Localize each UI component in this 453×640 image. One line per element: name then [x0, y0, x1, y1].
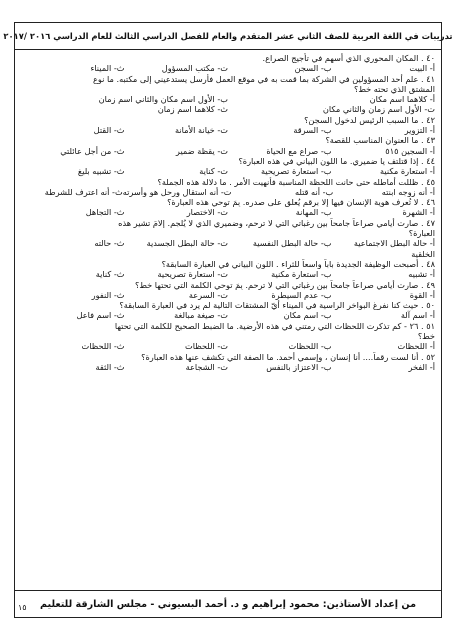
answer-option: أ- اللحظات: [397, 341, 435, 352]
answer-option: ت- حالة البطل الجسدية: [146, 238, 228, 249]
question-line: خط؟: [417, 331, 435, 342]
answer-options: [21, 310, 435, 320]
answer-option: ت- اللحظات: [185, 341, 228, 352]
answer-option: أ- السجين ٥١٥: [385, 145, 435, 156]
question-line: ٤٦ . لا تُعرف هوية الإنسان فيها إلا برقم يُعلق على صدره. بِمَ توحي هذه العبارة؟: [167, 197, 435, 208]
answer-option: ت- أنه استقال ورحل هو وأسرته: [122, 186, 232, 197]
page-number: ١٥: [18, 603, 27, 612]
answer-option: ث- كلاهما اسم زمان: [157, 104, 228, 115]
answer-options: [21, 146, 435, 156]
answer-option: أ- تشبيه: [408, 269, 435, 280]
page-footer: من إعداد الأستاذين: محمود إبراهيم و د. أحمد البسيوني - مجلس الشارقة للتعليم: [15, 590, 441, 617]
answer-options: [21, 104, 435, 114]
document-page: [3, 22, 453, 618]
answer-option: ت- كناية: [199, 166, 228, 177]
answer-option: ب- المهانة: [295, 207, 332, 218]
answer-option: ت- صيغة مبالغة: [174, 310, 228, 321]
answer-option: ب- عدم السيطرة: [271, 289, 332, 300]
answer-option: ب- السرقة: [293, 125, 332, 136]
answer-option: ث- النفور: [91, 289, 125, 300]
answer-option: ب- الأول اسم مكان والثاني اسم زمان: [98, 94, 228, 105]
answer-options: [21, 269, 435, 279]
answer-option: أ- التزوير: [404, 125, 435, 136]
question-line: ٤٠ . المكان المحوري الذي أسهم في تأجيج الصراع.: [262, 53, 435, 63]
question-line: المشتق الذي تحته خط؟: [354, 83, 435, 94]
answer-option: أ- أنه زوجه ابنته: [381, 186, 435, 197]
answer-option: ث- تشبيه بليغ: [77, 166, 125, 177]
answer-option: ت- استعارة تصريحية: [157, 269, 228, 280]
question-line: ٤٣ . ما العنوان المناسب للقصة؟: [325, 135, 435, 146]
question-line: ٤٨ . أصبحت الوظيفة الجديدة باباً واسعاً للثراء . اللون البياني في العبارة السابقة؟: [161, 258, 435, 269]
answer-option: أ- الفخر: [408, 361, 435, 372]
answer-option: ت- يقظة ضمير: [175, 145, 228, 156]
answer-options: [21, 238, 435, 248]
page-header: تدريبات في اللغة العربية للصف الثاني عشر المتقدم والعام للفصل الدراسي الثالث للعام الدراسي ٢٠١٦ /٢٠١٧: [15, 23, 441, 50]
answer-option: ث- الميناء: [90, 63, 125, 74]
question-line: العبارة؟: [408, 228, 435, 239]
question-line: ٤٥ . ظللت أماطله حتى حانت اللحظة المناسبة فأنهيت الأمر . ما دلالة هذه الجملة؟: [157, 176, 435, 187]
answer-option: ث- أنه اعترف للشرطة: [44, 186, 123, 197]
answer-option: أ- القوة: [409, 289, 435, 300]
question-line: ٤٩ . صارت أيامي صراعاً جامحاً بين رغباتي التي لا ترحم. بِمَ توحي الكلمة التي تحتها خط؟: [135, 279, 435, 290]
answer-option: أ- اسم آلة: [400, 310, 435, 321]
answer-options: [21, 125, 435, 135]
question-line: ٤١ . علم أحد المسؤولين في الشركة بما قمت به في موقع العمل فأرسل يستدعيني إلى مكتبه. ما نوع: [92, 73, 435, 84]
answer-option: ب- أنه قتله: [294, 186, 334, 197]
answer-option: ث- التجاهل: [85, 207, 125, 218]
answer-option: ب- السجن: [294, 63, 332, 74]
answer-option: أ- استعارة مكنية: [380, 166, 435, 177]
answer-option: ب- حالة البطل النفسية: [252, 238, 332, 249]
answer-options: [21, 94, 435, 104]
answer-option: ب- الاعتزاز بالنفس: [266, 361, 332, 372]
answer-option: ث- كناية: [95, 269, 125, 280]
answer-option: أ- البيت: [409, 63, 435, 74]
answer-option: ث- حالته: [94, 238, 125, 249]
answer-option: ت- الاختصار: [186, 207, 228, 218]
answer-options: [21, 341, 435, 351]
answer-option: ت- السرعة: [188, 289, 228, 300]
answer-options: [21, 290, 435, 300]
answer-options: [21, 187, 435, 197]
question-line: ٤٧ . صارت أيامي صراعاً جامحاً بين رغباتي التي لا ترحم، وضميري الذي لا يُلجم. إلامَ تشير هذه: [118, 217, 435, 228]
answer-option: ب- استعارة تصريحية: [261, 166, 332, 177]
answer-option: أ- الشهرة: [402, 207, 435, 218]
answer-option: ب- صراع مع الحياة: [266, 145, 332, 156]
answer-option: ب- اسم مكان: [283, 310, 332, 321]
question-line: ٥٢ . أنا لست رقماً.... أنا إنسان ، وإسمي أحمد. ما الصفة التي تكشف عنها هذه العبارة؟: [141, 351, 435, 362]
question-line: الخلقية: [411, 248, 435, 259]
answer-option: ث- الثقة: [95, 361, 125, 372]
question-line: ٤٢ . ما السبب الرئيس لدخول السجن؟: [304, 114, 435, 125]
answer-option: ث- اسم فاعل: [76, 310, 125, 321]
answer-option: أ- كلاهما اسم مكان: [369, 94, 435, 105]
answer-option: ت- خيانة الأمانة: [174, 125, 228, 136]
answer-option: ت- مكتب المسؤول: [161, 63, 228, 74]
answer-option: أ- حالة البطل الاجتماعية: [353, 238, 435, 249]
question-line: ٥١ . ٢٦ - كم تذكرت اللحظات التي رمتني في هذه الأرضية. ما الضبط الصحيح للكلمة التي تحتها: [114, 320, 435, 331]
question-list: [21, 53, 435, 587]
answer-options: [21, 362, 435, 372]
answer-option: ب- استعارة مكنية: [271, 269, 332, 280]
question-line: ٤٤ . إذا قتلتف يا ضميري. ما اللون البياني في هذه العبارة؟: [238, 155, 435, 166]
answer-option: ت- الأول اسم زمان والثاني مكان: [322, 104, 435, 115]
answer-option: ت- الشجاعة: [185, 361, 228, 372]
answer-options: [21, 207, 435, 217]
answer-options: [21, 166, 435, 176]
question-line: ٥٠ . حيث كنا نفرغ البواخر الراسية في الميناء أيّ المشتقات التالية لم يرد في العبارة السابقة؟: [119, 300, 435, 311]
answer-options: [21, 63, 435, 73]
answer-option: ث- القتل: [93, 125, 125, 136]
answer-option: ث- من أجل عائلتي: [60, 145, 125, 156]
answer-option: ث- اللحظات: [81, 341, 125, 352]
answer-option: ب- اللحظات: [288, 341, 332, 352]
